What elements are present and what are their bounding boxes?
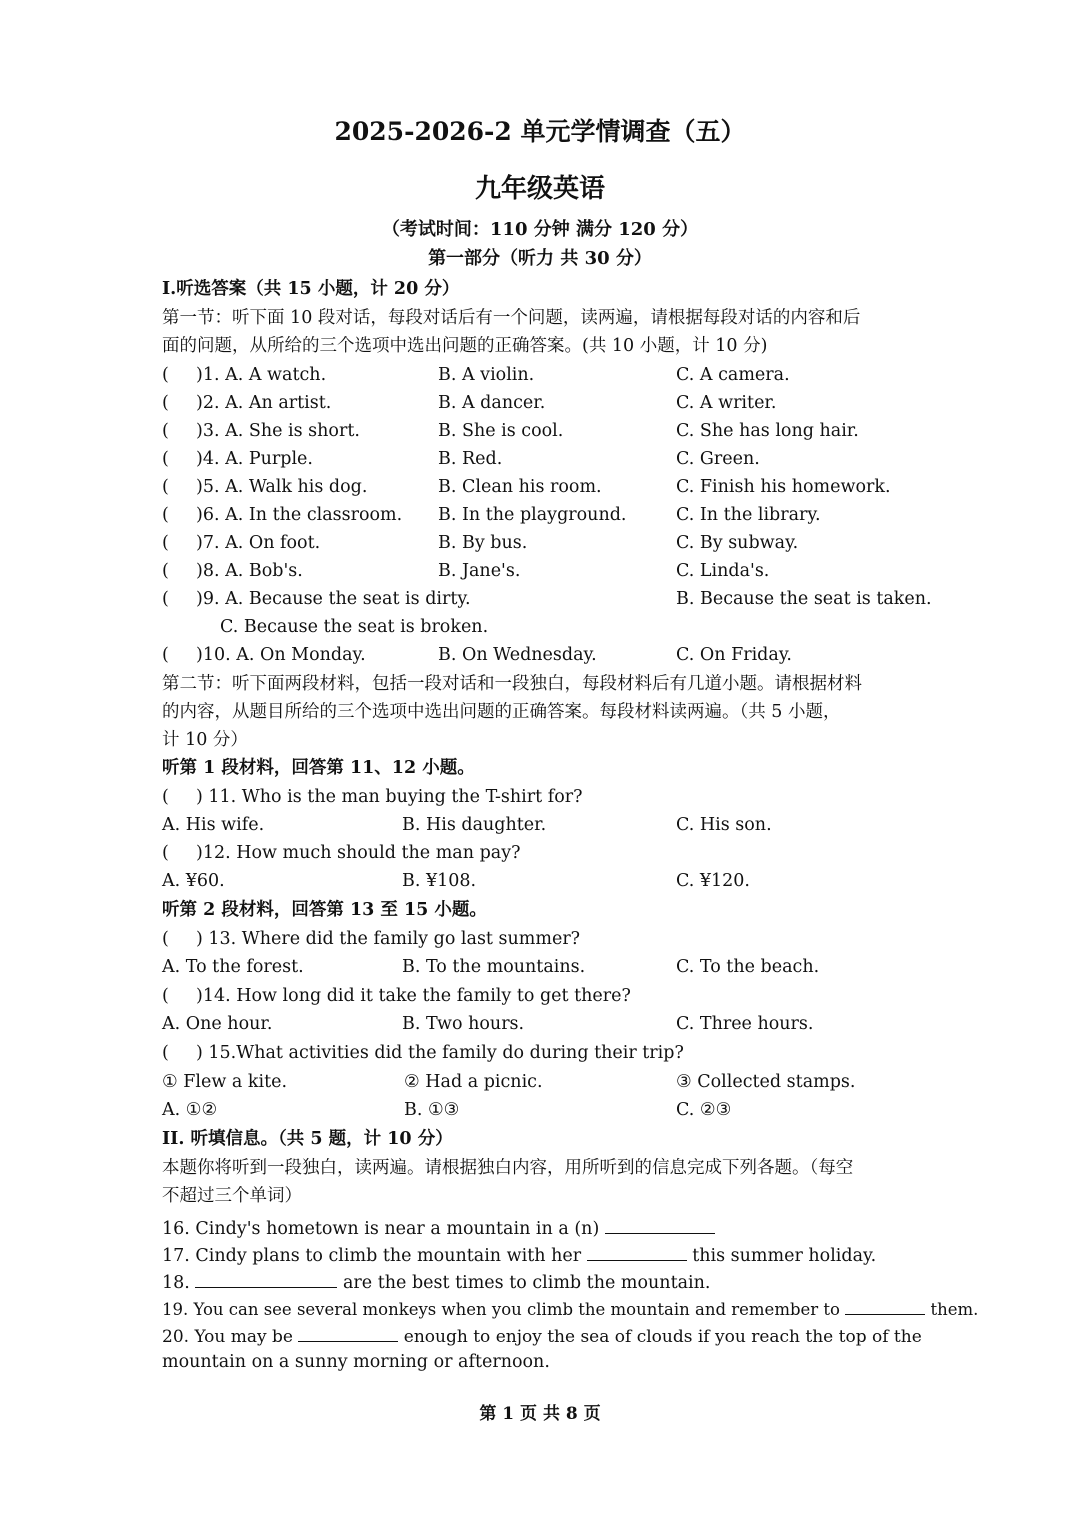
q12-stem: )12. How much should the man pay? (196, 843, 521, 863)
option-a: )8. A. Bob's. (196, 561, 303, 581)
option-a: )1. A. A watch. (196, 365, 327, 385)
section2-instruction-1: 本题你将听到一段独白，读两遍。请根据独白内容，用所听到的信息完成下列各题。（每空 (162, 1158, 854, 1178)
option-b: B. She is cool. (438, 421, 564, 441)
q16-line (162, 1215, 715, 1241)
q9-option-b: B. Because the seat is taken. (676, 589, 932, 609)
option-a: )7. A. On foot. (196, 533, 321, 553)
option-b: B. In the playground. (438, 505, 627, 525)
q15-option-a: A. ①② (162, 1100, 218, 1120)
q20-blank[interactable] (298, 1323, 398, 1342)
option-a: )2. A. An artist. (196, 393, 332, 413)
exam-title: 2025-2026-2 单元学情调查（五） (334, 117, 746, 146)
q18-tail: are the best times to climb the mountain. (343, 1273, 711, 1293)
option-a: )6. A. In the classroom. (196, 505, 403, 525)
answer-paren: ( (162, 421, 169, 441)
q17-stem: 17. Cindy plans to climb the mountain with her (162, 1246, 582, 1266)
option-c: C. Finish his homework. (676, 477, 891, 497)
q12-option-c: C. ¥120. (676, 871, 750, 891)
q10-option-a: )10. A. On Monday. (196, 645, 366, 665)
option-c: C. Linda's. (676, 561, 770, 581)
option-b: B. A violin. (438, 365, 535, 385)
option-a: )4. A. Purple. (196, 449, 313, 469)
option-b: B. Clean his room. (438, 477, 602, 497)
q20-line-2: mountain on a sunny morning or afternoon. (162, 1352, 550, 1372)
q20-tail: enough to enjoy the sea of clouds if you reach the top of the (403, 1327, 922, 1347)
option-c: C. In the library. (676, 505, 821, 525)
q16-blank[interactable] (605, 1215, 715, 1234)
q19-blank[interactable] (845, 1296, 925, 1315)
option-c: C. A camera. (676, 365, 790, 385)
answer-paren: ( (162, 929, 169, 949)
q11-option-a: A. His wife. (162, 815, 265, 835)
q18-blank[interactable] (195, 1269, 337, 1288)
option-a: )3. A. She is short. (196, 421, 360, 441)
q18-line (162, 1269, 710, 1295)
q14-option-b: B. Two hours. (402, 1014, 525, 1034)
answer-paren: ( (162, 1043, 169, 1063)
option-a: )5. A. Walk his dog. (196, 477, 368, 497)
option-c: C. She has long hair. (676, 421, 859, 441)
q15-option-b: B. ①③ (404, 1100, 460, 1120)
section2-instruction-2: 不超过三个单词） (162, 1186, 302, 1206)
exam-info: （考试时间：110 分钟 满分 120 分） (381, 219, 699, 240)
section2-heading: II. 听填信息。（共 5 题，计 10 分） (162, 1129, 453, 1149)
q10-option-b: B. On Wednesday. (438, 645, 597, 665)
section1-sub2-instruction-2: 的内容，从题目所给的三个选项中选出问题的正确答案。每段材料读两遍。（共 5 小题， (162, 702, 841, 722)
q15-item-3: ③ Collected stamps. (676, 1072, 856, 1092)
q14-stem: )14. How long did it take the family to get there? (196, 986, 631, 1006)
page-number: 第 1 页 共 8 页 (479, 1404, 601, 1424)
q15-option-c: C. ②③ (676, 1100, 732, 1120)
material1-heading: 听第 1 段材料，回答第 11、12 小题。 (162, 758, 475, 778)
option-b: B. By bus. (438, 533, 528, 553)
answer-paren: ( (162, 505, 169, 525)
q12-option-a: A. ¥60. (162, 871, 225, 891)
q14-option-c: C. Three hours. (676, 1014, 814, 1034)
answer-paren: ( (162, 393, 169, 413)
q15-item-1: ① Flew a kite. (162, 1072, 288, 1092)
answer-paren: ( (162, 986, 169, 1006)
q19-stem: 19. You can see several monkeys when you climb the mountain and remember to (162, 1300, 840, 1319)
answer-paren: ( (162, 787, 169, 807)
q15-stem: ) 15.What activities did the family do during their trip? (196, 1043, 684, 1063)
answer-paren: ( (162, 589, 169, 609)
q13-option-b: B. To the mountains. (402, 957, 586, 977)
q17-tail: this summer holiday. (692, 1246, 877, 1266)
q17-blank[interactable] (587, 1242, 687, 1261)
option-b: B. Red. (438, 449, 503, 469)
answer-paren: ( (162, 561, 169, 581)
q14-option-a: A. One hour. (162, 1014, 273, 1034)
q16-stem: 16. Cindy's hometown is near a mountain in a (n) (162, 1219, 600, 1239)
answer-paren: ( (162, 449, 169, 469)
section1-instruction-2: 面的问题，从所给的三个选项中选出问题的正确答案。(共 10 小题，计 10 分) (162, 336, 768, 356)
q12-option-b: B. ¥108. (402, 871, 477, 891)
option-c: C. A writer. (676, 393, 777, 413)
section1-sub2-instruction-3: 计 10 分） (162, 730, 248, 750)
option-b: B. A dancer. (438, 393, 546, 413)
q9-option-c: C. Because the seat is broken. (220, 617, 489, 637)
answer-paren: ( (162, 477, 169, 497)
section1-heading: I.听选答案（共 15 小题，计 20 分） (162, 279, 460, 299)
q13-stem: ) 13. Where did the family go last summer? (196, 929, 581, 949)
section1-instruction-1: 第一节：听下面 10 段对话，每段对话后有一个问题，读两遍，请根据每段对话的内容和后 (162, 308, 861, 328)
q13-option-c: C. To the beach. (676, 957, 820, 977)
answer-paren: ( (162, 843, 169, 863)
answer-paren: ( (162, 645, 169, 665)
q13-option-a: A. To the forest. (162, 957, 304, 977)
exam-subtitle: 九年级英语 (474, 174, 605, 204)
q11-option-c: C. His son. (676, 815, 772, 835)
answer-paren: ( (162, 533, 169, 553)
q9-option-a: )9. A. Because the seat is dirty. (196, 589, 471, 609)
answer-paren: ( (162, 365, 169, 385)
q18-stem: 18. (162, 1273, 190, 1293)
q20-stem: 20. You may be (162, 1327, 293, 1347)
option-c: C. By subway. (676, 533, 799, 553)
section1-sub2-instruction-1: 第二节：听下面两段材料，包括一段对话和一段独白，每段材料后有几道小题。请根据材料 (162, 674, 862, 694)
q15-item-2: ② Had a picnic. (404, 1072, 543, 1092)
material2-heading: 听第 2 段材料，回答第 13 至 15 小题。 (162, 900, 487, 920)
q10-option-c: C. On Friday. (676, 645, 792, 665)
q19-line (162, 1296, 978, 1322)
q11-option-b: B. His daughter. (402, 815, 547, 835)
q20-line (162, 1323, 922, 1349)
q17-line (162, 1242, 876, 1268)
part-one-heading: 第一部分（听力 共 30 分） (428, 248, 652, 269)
option-b: B. Jane's. (438, 561, 521, 581)
q11-stem: ) 11. Who is the man buying the T-shirt for? (196, 787, 583, 807)
option-c: C. Green. (676, 449, 760, 469)
q19-tail: them. (930, 1300, 979, 1319)
